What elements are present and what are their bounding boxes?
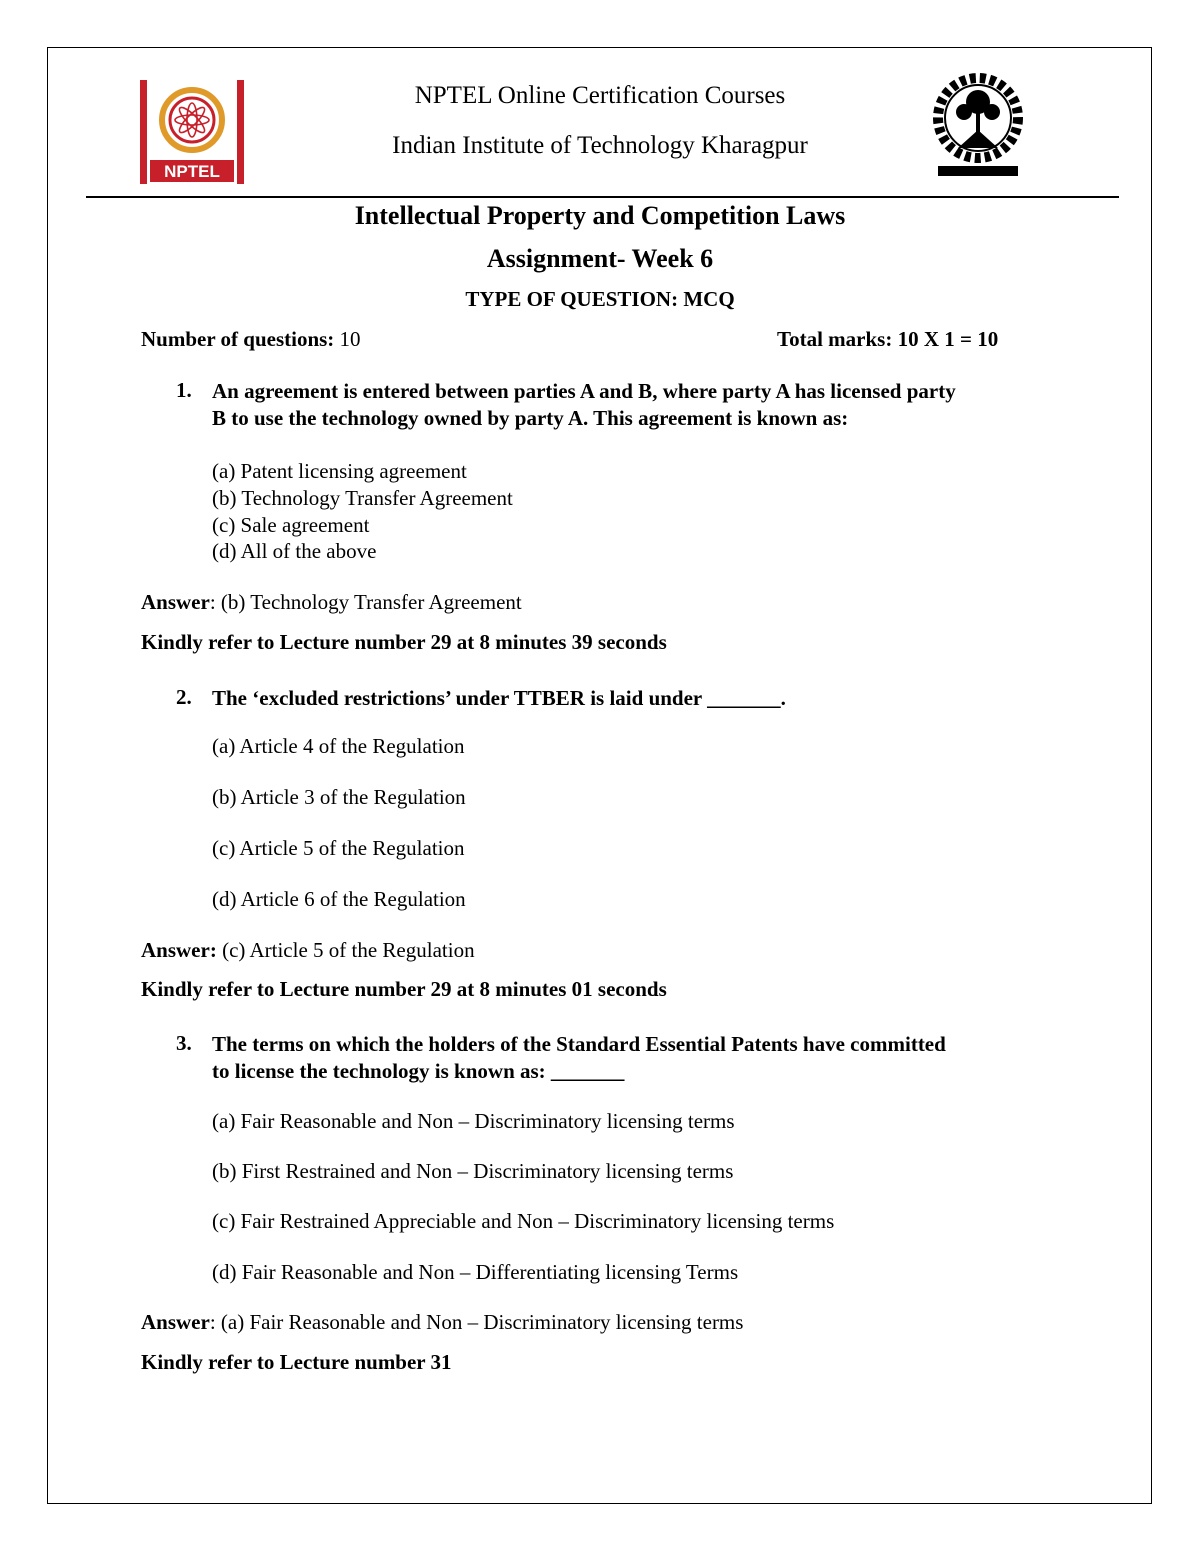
question-1-option-c: (c) Sale agreement <box>212 513 370 537</box>
question-2-option-b: (b) Article 3 of the Regulation <box>212 785 466 809</box>
question-3-line-2: to license the technology is known as: _______ <box>212 1059 625 1083</box>
question-1-option-b: (b) Technology Transfer Agreement <box>212 486 513 510</box>
question-1-line-2: B to use the technology owned by party A. This agreement is known as: <box>212 406 849 430</box>
question-2-option-d: (d) Article 6 of the Regulation <box>212 887 466 911</box>
question-3-line-1: The terms on which the holders of the Standard Essential Patents have committed <box>212 1032 946 1056</box>
header-title: NPTEL Online Certification Courses <box>414 82 786 109</box>
question-1-text <box>212 378 1072 432</box>
nptel-logo-icon <box>140 80 244 184</box>
question-2-answer <box>141 938 475 963</box>
question-count-label: Number of questions: <box>141 327 335 351</box>
question-3-option-c: (c) Fair Restrained Appreciable and Non – Discriminatory licensing terms <box>212 1209 835 1233</box>
answer-label: Answer: <box>141 938 217 962</box>
question-3-number: 3. <box>176 1031 192 1055</box>
question-1-number: 1. <box>176 378 192 402</box>
question-2-reference: Kindly refer to Lecture number 29 at 8 minutes 01 seconds <box>141 977 667 1001</box>
question-1-answer <box>141 590 522 615</box>
question-type: TYPE OF QUESTION: MCQ <box>465 287 735 311</box>
nptel-logo-text: NPTEL <box>164 162 220 181</box>
course-title: Intellectual Property and Competition Laws <box>354 201 846 230</box>
question-3-option-b: (b) First Restrained and Non – Discriminatory licensing terms <box>212 1159 734 1183</box>
answer-label: Answer <box>141 1310 210 1334</box>
question-2-text <box>212 685 1072 712</box>
question-1-option-a: (a) Patent licensing agreement <box>212 459 467 483</box>
question-3-option-a: (a) Fair Reasonable and Non – Discriminatory licensing terms <box>212 1109 735 1133</box>
question-1-option-d: (d) All of the above <box>212 539 377 563</box>
question-1-reference: Kindly refer to Lecture number 29 at 8 minutes 39 seconds <box>141 630 667 654</box>
question-3-reference: Kindly refer to Lecture number 31 <box>141 1350 452 1374</box>
answer-text: (c) Article 5 of the Regulation <box>216 938 475 962</box>
question-3-text <box>212 1031 1072 1085</box>
total-marks <box>777 327 998 352</box>
question-3-answer <box>141 1310 743 1335</box>
assignment-title: Assignment- Week 6 <box>486 244 714 273</box>
question-2-option-c: (c) Article 5 of the Regulation <box>212 836 465 860</box>
question-2-option-a: (a) Article 4 of the Regulation <box>212 734 465 758</box>
header-divider <box>86 196 1119 198</box>
question-count-value: 10 <box>339 327 361 351</box>
question-2-line-1: The ‘excluded restrictions’ under TTBER is laid under _______. <box>212 686 786 710</box>
question-count <box>141 327 361 352</box>
iit-kharagpur-emblem-icon <box>928 70 1028 182</box>
question-2-number: 2. <box>176 685 192 709</box>
answer-text: : (b) Technology Transfer Agreement <box>209 590 522 614</box>
question-3-option-d: (d) Fair Reasonable and Non – Differentiating licensing Terms <box>212 1260 739 1284</box>
question-1-line-1: An agreement is entered between parties A and B, where party A has licensed party <box>212 379 956 403</box>
answer-label: Answer <box>141 590 210 614</box>
answer-text: : (a) Fair Reasonable and Non – Discriminatory licensing terms <box>209 1310 744 1334</box>
total-marks-label: Total marks: 10 X 1 = 10 <box>777 327 999 351</box>
header-subtitle: Indian Institute of Technology Kharagpur <box>392 132 808 159</box>
